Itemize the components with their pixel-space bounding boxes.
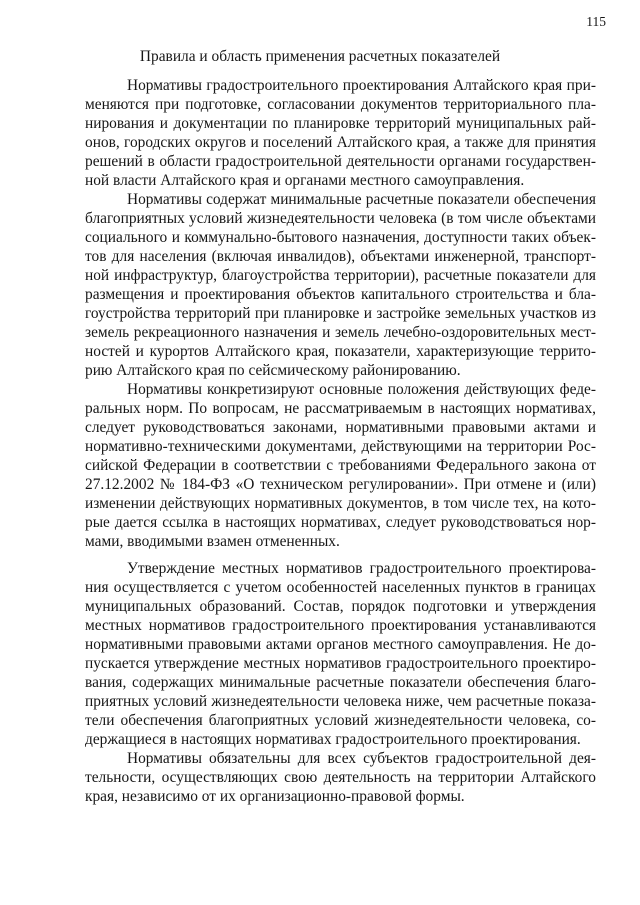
paragraph-mandatory-norms: Нормативы обязательны для всех субъектов градостроительной деятельности, осуществляющих свою деятельность на территории Алтайского края, независимо от их организационно-правовой формы. (85, 750, 596, 805)
section-title: Правила и область применения расчетных показателей (139, 48, 501, 65)
paragraph-local-norms-approval: Утверждение местных нормативов градостроительного проектирования осуществляется с учетом особенностей населенных пунктов в границах муниципальных образований. Состав, порядок подготовки и утверждения местных нормативов градостроительного проектирования устанавливаются нормативными правовыми актами органов местного самоуправления. Не допускается утверждение местных нормативов градостроительного проектирования, содержащих минимальные расчетные показатели обеспечения благоприятных условий жизнедеятельности человека ниже, чем расчетные показатели обеспечения благоприятных условий жизнедеятельности человека, содержащиеся в настоящих нормативах градостроительного проектирования. (85, 560, 596, 748)
paragraph-application-scope: Нормативы градостроительного проектирования Алтайского края применяются при подготовке, согласовании документов территориального планирования и документации по планировке территорий муниципальных районов, городских округов и поселений Алтайского края, а также для принятия решений в области градостроительной деятельности органами государственной власти Алтайского края и органами местного самоуправления. (85, 77, 596, 189)
page-number: 115 (586, 14, 606, 29)
paragraph-federal-norms: Нормативы конкретизируют основные положения действующих федеральных норм. По вопросам, не рассматриваемым в настоящих нормативах, следует руководствоваться законами, нормативными правовыми актами и нормативно-техническими документами, действующими на территории Российской Федерации в соответствии с требованиями Федерального закона от 27.12.2002 № 184-ФЗ «О техническом регулировании». При отмене и (или) изменении действующих нормативных документов, в том числе тех, на которые дается ссылка в настоящих нормативах, следует руководствоваться нормами, вводимыми взамен отмененных. (85, 381, 596, 550)
body-text (85, 76, 596, 806)
paragraph-content-of-norms: Нормативы содержат минимальные расчетные показатели обеспечения благоприятных условий жизнедеятельности человека (в том числе объектами социального и коммунально-бытового назначения, доступности таких объектов для населения (включая инвалидов), объектами инженерной, транспортной инфраструктур, благоустройства территории), расчетные показатели для размещения и проектирования объектов капитального строительства и благоустройства территорий при планировке и застройке земельных участков из земель рекреационного назначения и земель лечебно-оздоровительных местностей и курортов Алтайского края, показатели, характеризующие территорию Алтайского края по сейсмическому районированию. (85, 191, 596, 379)
